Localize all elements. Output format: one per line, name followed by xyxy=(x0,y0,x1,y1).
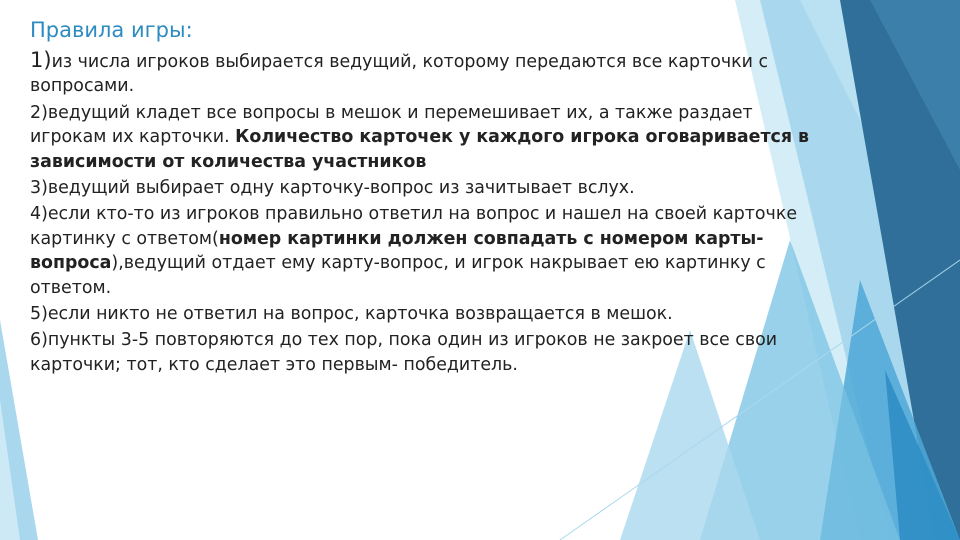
rule-number: 6) xyxy=(30,330,48,351)
rule-number: 4) xyxy=(30,204,48,225)
rule-item-1 xyxy=(30,48,820,99)
rule-number: 2) xyxy=(30,102,48,123)
rule-text: ),ведущий отдает ему карту-вопрос, и игрок накрывает ею картинку с ответом. xyxy=(30,253,766,298)
rule-text: если кто-то из игроков правильно ответил на вопрос и нашел на своей карточке картинку с ответом( xyxy=(30,204,798,249)
rules-list xyxy=(30,48,820,377)
rule-item-6 xyxy=(30,328,820,377)
rule-number: 5) xyxy=(30,304,48,325)
rule-text: пункты 3-5 повторяются до тех пор, пока один из игроков не закроет все свои карточки; тот, кто сделает это первым- победитель. xyxy=(30,330,778,375)
rule-number: 3) xyxy=(30,178,48,199)
rule-item-3 xyxy=(30,176,820,200)
slide-title: Правила игры: xyxy=(30,18,193,42)
rule-text: ведущий кладет все вопросы в мешок и перемешивает их, а также раздает игрокам их карточки. xyxy=(30,102,753,148)
rule-text-bold: номер картинки должен совпадать с номером карты-вопроса xyxy=(30,228,764,274)
rule-text: ведущий выбирает одну карточку-вопрос из зачитывает вслух. xyxy=(47,178,635,199)
rule-item-2 xyxy=(30,101,820,174)
rule-item-4 xyxy=(30,202,820,300)
rule-number: 1) xyxy=(30,48,52,72)
rule-text-bold: Количество карточек у каждого игрока оговаривается в зависимости от количества участников xyxy=(30,127,810,172)
rule-item-5 xyxy=(30,302,820,326)
rule-text: если никто не ответил на вопрос, карточка возвращается в мешок. xyxy=(47,304,673,325)
rule-text: из числа игроков выбирается ведущий, которому передаются все карточки с вопросами. xyxy=(30,52,769,97)
